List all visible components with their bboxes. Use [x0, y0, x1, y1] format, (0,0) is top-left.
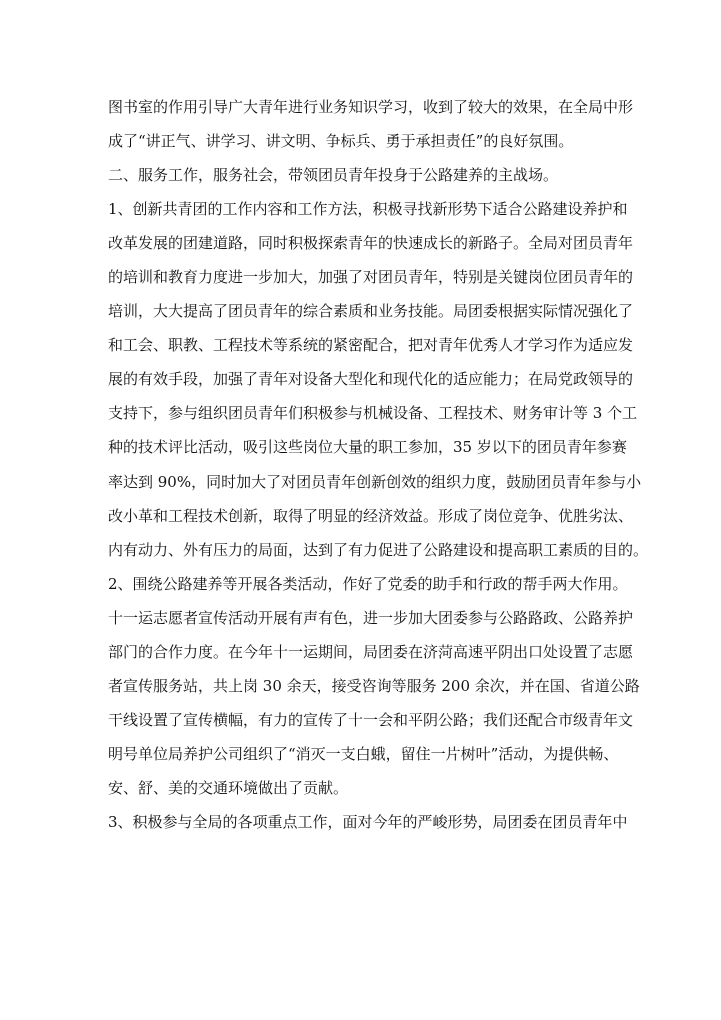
text-line: 者宣传服务站，共上岗 30 余天，接受咨询等服务 200 余次，并在国、省道公路	[108, 676, 640, 695]
text-line: 的培训和教育力度进一步加大，加强了对团员青年，特别是关键岗位团员青年的	[108, 268, 634, 287]
text-line: 展的有效手段，加强了青年对设备大型化和现代化的适应能力；在局党政领导的	[108, 370, 634, 389]
text-line: 明号单位局养护公司组织了“消灭一支白蛾，留住一片树叶”活动，为提供畅、	[108, 744, 619, 763]
text-line: 种的技术评比活动，吸引这些岗位大量的职工参加，35 岁以下的团员青年参赛	[108, 438, 627, 457]
section-heading: 二、服务工作，服务社会，带领团员青年投身于公路建养的主战场。	[108, 166, 559, 185]
text-line: 安、舒、美的交通环境做出了贡献。	[108, 778, 349, 797]
text-line: 2、围绕公路建养等开展各类活动，作好了党委的助手和行政的帮手两大作用。	[108, 574, 628, 593]
text-line: 1、创新共青团的工作内容和工作方法，积极寻找新形势下适合公路建设养护和	[108, 200, 628, 219]
text-line: 改革发展的团建道路，同时积极探索青年的快速成长的新路子。全局对团员青年	[108, 234, 634, 253]
text-line: 内有动力、外有压力的局面，达到了有力促进了公路建设和提高职工素质的目的。	[108, 540, 649, 559]
text-line: 培训，大大提高了团员青年的综合素质和业务技能。局团委根据实际情况强化了	[108, 302, 634, 321]
text-line: 支持下，参与组织团员青年们积极参与机械设备、工程技术、财务审计等 3 个工	[108, 404, 638, 423]
text-line: 3、积极参与全局的各项重点工作，面对今年的严峻形势，局团委在团员青年中	[108, 812, 628, 831]
text-line: 成了“讲正气、讲学习、讲文明、争标兵、勇于承担责任”的良好氛围。	[108, 132, 574, 151]
text-line: 图书室的作用引导广大青年进行业务知识学习，收到了较大的效果，在全局中形	[108, 98, 634, 116]
text-line: 十一运志愿者宣传活动开展有声有色，进一步加大团委参与公路路政、公路养护	[108, 608, 634, 627]
text-line: 部门的合作力度。在今年十一运期间，局团委在济菏高速平阴出口处设置了志愿	[108, 642, 634, 661]
text-line: 改小革和工程技术创新，取得了明显的经济效益。形成了岗位竞争、优胜劣汰、	[108, 506, 634, 525]
text-line: 干线设置了宣传横幅，有力的宣传了十一会和平阴公路；我们还配合市级青年文	[108, 710, 634, 729]
document-body	[108, 90, 649, 839]
text-line: 率达到 90%，同时加大了对团员青年创新创效的组织力度，鼓励团员青年参与小	[108, 472, 642, 491]
text-line: 和工会、职教、工程技术等系统的紧密配合，把对青年优秀人才学习作为适应发	[108, 336, 634, 355]
